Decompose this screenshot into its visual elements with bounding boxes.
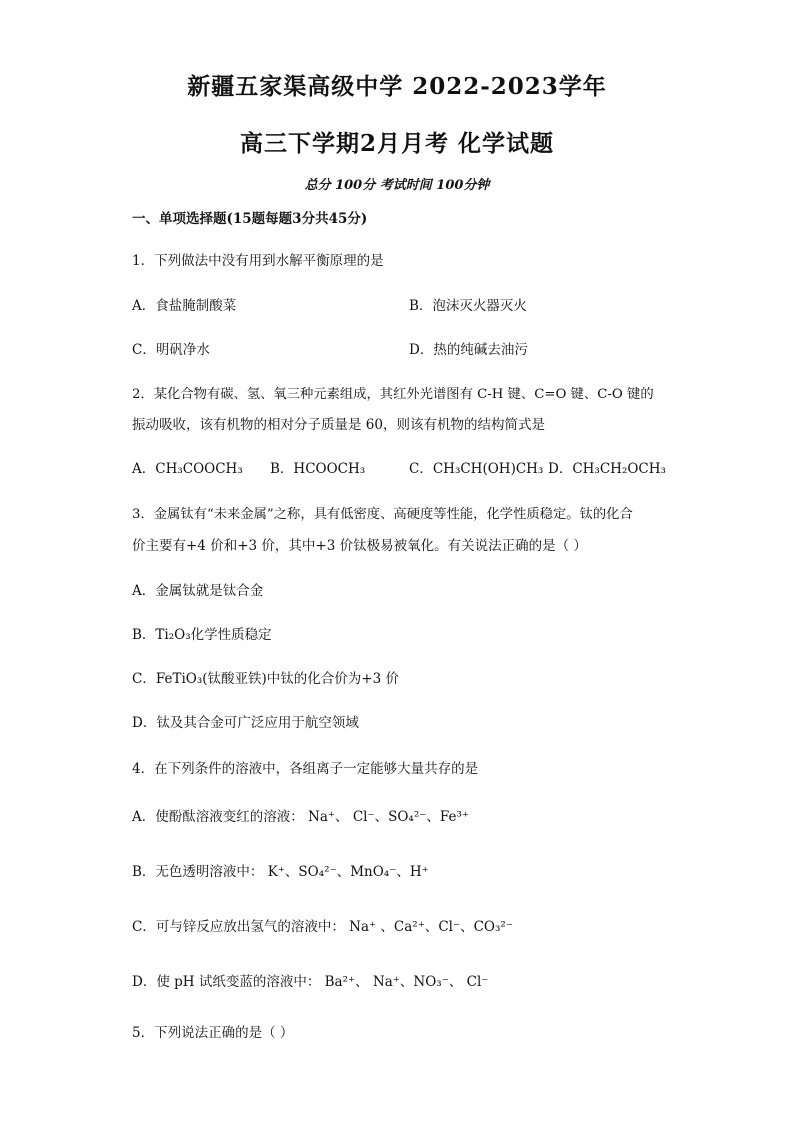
q3-option-b [132,626,272,644]
q4-option-c [132,918,513,936]
q3-option-c-label: C． [132,671,156,687]
q2-option-d [548,460,666,478]
q3-option-b-formula: Ti₂O₃ [155,627,191,643]
q4-option-b-ions: K⁺、SO₄²⁻、MnO₄⁻、H⁺ [267,864,429,880]
q3-option-c [132,670,399,688]
q2-option-c [409,460,543,478]
q2-option-a-formula: CH₃COOCH₃ [155,461,243,477]
q4-option-c-ions: Na⁺ 、Ca²⁺、Cl⁻、CO₃²⁻ [349,919,513,935]
q2-option-d-formula: CH₃CH₂OCH₃ [572,461,666,477]
q1-option-c: C．明矾净水 [132,342,210,358]
q1-option-d: D．热的纯碱去油污 [409,342,528,358]
exam-subtitle: 总分 100分 考试时间 100分钟 [304,178,490,193]
q2-option-a [132,460,243,478]
q4-option-d [132,973,488,991]
q4-option-d-ions: Ba²⁺、 Na⁺、NO₃⁻、 Cl⁻ [324,974,489,990]
q2-stem-line1: 2．某化合物有碳、氢、氧三种元素组成，其红外光谱图有 C-H 键、C=O 键、C-O 键的 [132,387,654,402]
q4-option-b [132,863,429,881]
q4-option-c-label: C．可与锌反应放出氢气的溶液中： [132,919,345,935]
q2-option-b [270,460,365,478]
q1-option-b: B．泡沫灭火器灭火 [409,298,527,314]
q3-option-d: D．钛及其合金可广泛应用于航空领域 [132,715,359,731]
q2-option-d-label: D． [548,461,573,477]
q4-option-a [132,808,469,826]
q1-stem: 1．下列做法中没有用到水解平衡原理的是 [132,253,384,269]
q3-option-c-text: (钛酸亚铁)中钛的化合价为+3 价 [202,671,399,687]
section-heading: 一、单项选择题(15题每题3分共45分) [132,211,368,227]
q3-option-b-text: 化学性质稳定 [190,627,272,643]
q5-stem: 5．下列说法正确的是（ ） [132,1025,294,1041]
exam-title-line2: 高三下学期2月月考 化学试题 [239,130,554,157]
exam-title-line1: 新疆五家渠高级中学 2022-2023学年 [187,73,607,100]
q4-option-d-label: D．使 pH 试纸变蓝的溶液中： [132,974,321,990]
q3-stem-line1: 3．金属钛有“未来金属”之称，具有低密度、高硬度等性能，化学性质稳定。钛的化合 [132,507,633,522]
q2-option-a-label: A． [132,461,156,477]
q4-stem: 4．在下列条件的溶液中，各组离子一定能够大量共存的是 [132,761,479,777]
q2-stem-line2: 振动吸收，该有机物的相对分子质量是 60，则该有机物的结构简式是 [132,417,545,433]
q2-option-c-formula: CH₃CH(OH)CH₃ [432,461,544,477]
q4-option-b-label: B．无色透明溶液中： [132,864,264,880]
q3-stem-line2: 价主要有+4 价和+3 价，其中+3 价钛极易被氧化。有关说法正确的是（ ） [132,538,587,554]
q4-option-a-label: A．使酚酞溶液变红的溶液： [132,809,304,825]
q2-option-b-label: B． [270,461,294,477]
q4-option-a-ions: Na⁺、 Cl⁻、SO₄²⁻、Fe³⁺ [308,809,470,825]
q3-option-c-formula: FeTiO₃ [155,671,203,687]
q2-option-b-formula: HCOOCH₃ [293,461,366,477]
q1-option-a: A．食盐腌制酸菜 [132,298,237,314]
q3-option-a: A．金属钛就是钛合金 [132,583,264,599]
q2-option-c-label: C． [409,461,433,477]
q3-option-b-label: B． [132,627,156,643]
